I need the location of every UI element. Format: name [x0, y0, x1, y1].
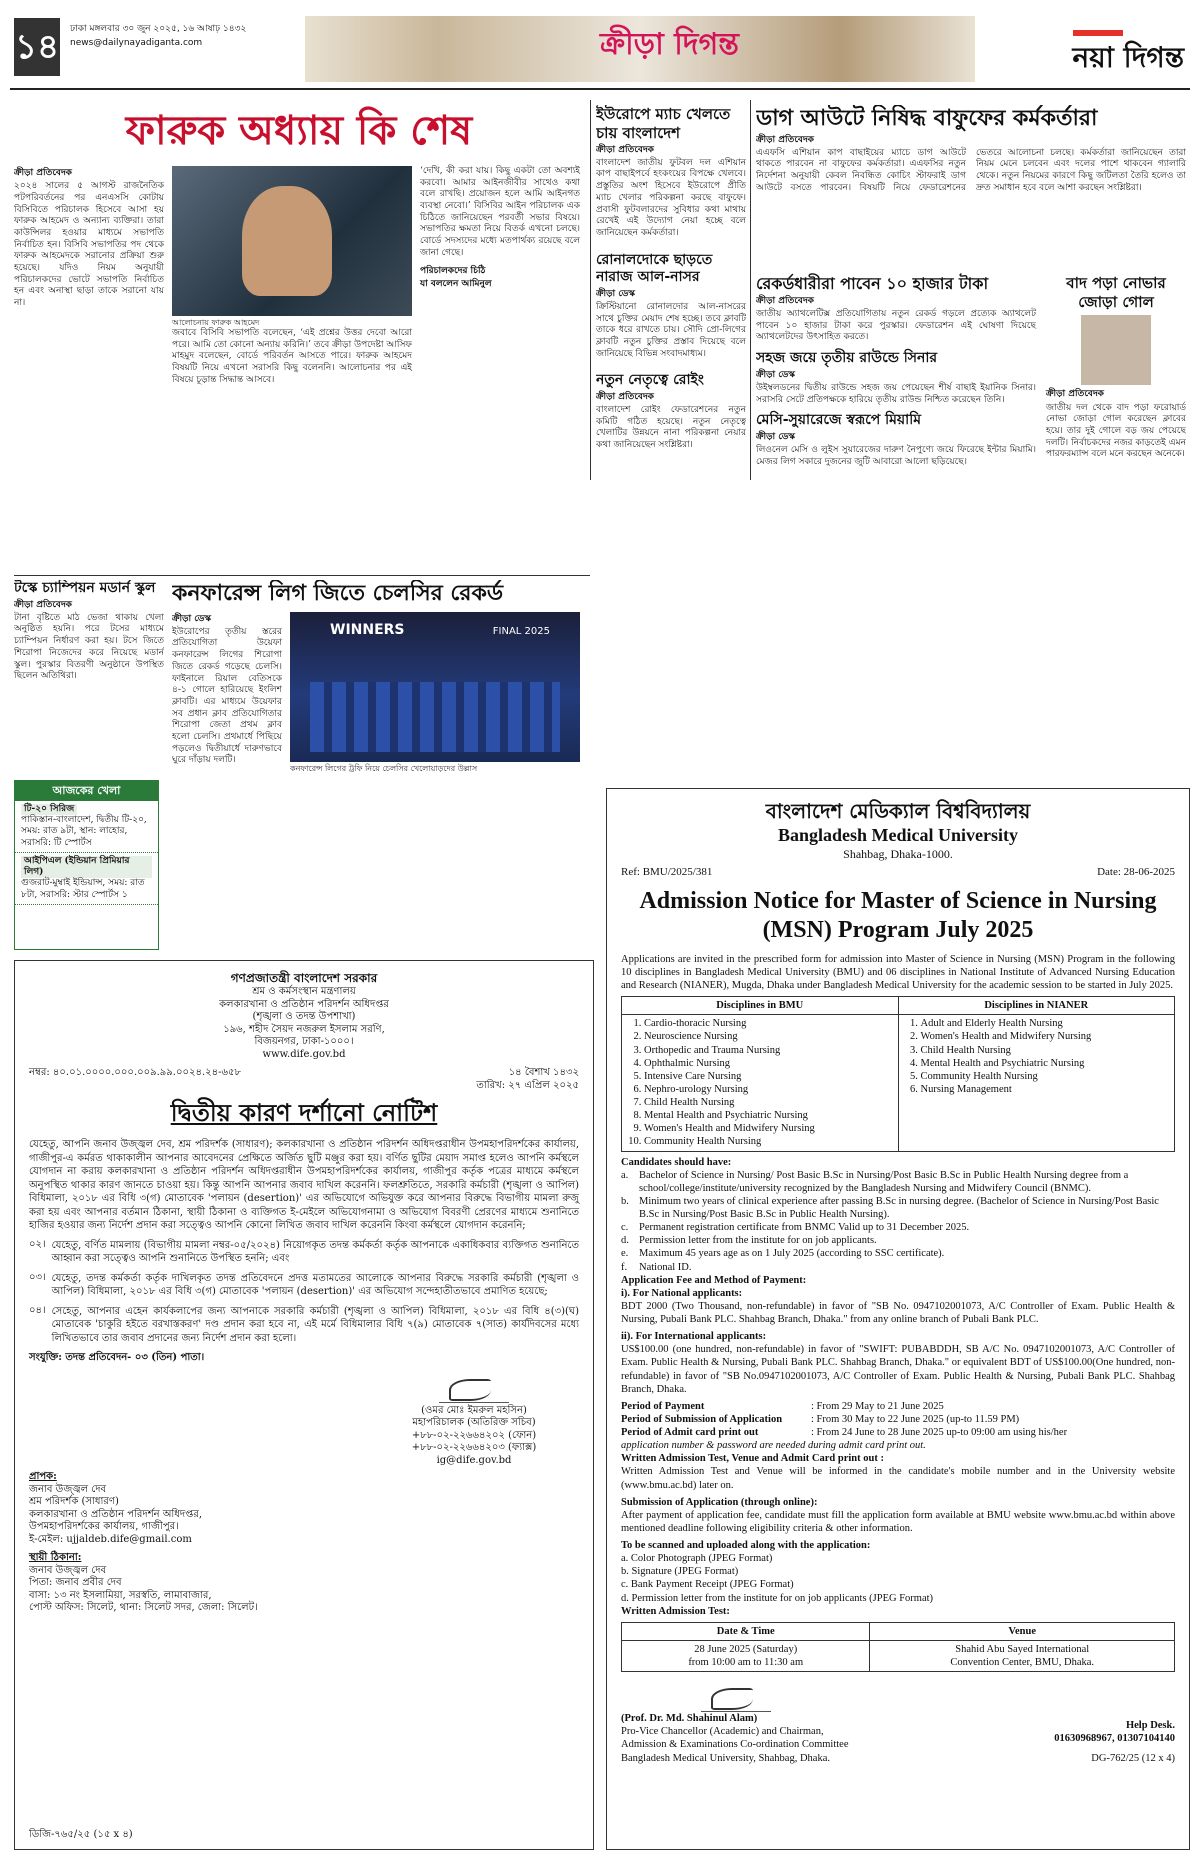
candidate-item: a. Bachelor of Science in Nursing/ Post Basic B.Sc in Nursing/Post Basic B.Sc in Public Health Nursing degree from a school/college/institute/university recognized by the Bangladesh Nursing and Midwifery Council (BNMC).	[621, 1169, 1129, 1194]
notice-item: ০৪। সেহেতু, আপনার এহেন কার্যকলাপের জন্য আপনাকে সরকারি কর্মচারী (শৃঙ্খলা ও আপিল) বিধিমালা, ২০১৮ এর বিধি ৪(৩)(ঘ) মোতাবেক 'চাকুরি হইতে বরখাস্তকরণ' দণ্ড প্রদান করা হবে না, এই মর্মে বিধিমালার বিধি ৭(৯) মোতাবেক ৭(সাত) কার্যদিবসের মধ্যে লিখিতভাবে তার জবাব প্রদানের জন্য নির্দেশ প্রদান করা হলো।	[29, 1304, 579, 1344]
notice-enclosure: সংযুক্তি: তদন্ত প্রতিবেদন- ০৩ (তিন) পাতা।	[29, 1352, 205, 1363]
signature-icon	[701, 1680, 771, 1712]
chelsea-photo-caption: কনফারেন্স লিগের ট্রফি নিয়ে চেলসির খেলোয়াড়দের উল্লাস	[290, 763, 478, 773]
notice-item: ০২। যেহেতু, বর্ণিত মামলায় (বিভাগীয় মামলা নম্বর-০৫/২০২৪) নিয়োগকৃত তদন্ত কর্মকর্তা কর্তৃক আপনাকে একাধিকবার ব্যক্তিগত শুনানিতে আহ্বান করা সত্ত্বেও আপনি শুনানিতে উপস্থিত হননি; এবং	[29, 1238, 579, 1264]
lead-story	[14, 100, 584, 490]
test-table: Date & Time Venue 28 June 2025 (Saturday) from 10:00 am to 11:30 am Shahid Abu Sayed International Convention Center, BMU, Dhaka.	[621, 1622, 1175, 1672]
lead-byline: ক্রীড়া প্রতিবেদক	[14, 168, 72, 178]
lead-col2: জবাবে বিসিবি সভাপতি বলেছেন, ‘এই প্রশ্নের উত্তর দেবো আরো পরে। আমি তো কোনো অন্যায় করিনি।’ তবে ক্রীড়া উপদেষ্টা আসিফ মাহমুদ বলেছেন, বোর্ডে পরিবর্তন আসতে পারে। ফারুক আহমেদ বিষয়টি নিয়ে এখনো সরাসরি কিছু বলেননি। আলোচনার পর এই বিষয়ে চূড়ান্ত সিদ্ধান্ত আসবে।	[172, 328, 412, 385]
bmu-name-bn: বাংলাদেশ মেডিক্যাল বিশ্ববিদ্যালয়	[765, 799, 1031, 823]
newspaper-logo: নয়া দিগন্ত	[1072, 41, 1184, 74]
school-byline: ক্রীড়া প্রতিবেদক	[14, 599, 72, 610]
reward-headline: রেকর্ডধারীরা পাবেন ১০ হাজার টাকা	[756, 273, 989, 293]
discipline-item: 8. Mental Health and Psychiatric Nursing	[644, 1109, 892, 1122]
discipline-item: 4. Mental Health and Psychiatric Nursing	[921, 1057, 1169, 1070]
candidate-item: d. Permission letter from the institute for on job applicants.	[621, 1235, 877, 1247]
chelsea-photo: WINNERS FINAL 2025	[290, 612, 580, 762]
dogout-body: এএফসি এশিয়ান কাপ বাছাইয়ের ম্যাচে ডাগ আউটে থাকতে পারবেন না বাফুফের কর্মকর্তারা। এএফসির নতুন নির্দেশনা অনুযায়ী কেবল নিবন্ধিত কোচিং স্টাফরাই ডাগ আউটে বসতে পারবেন। বিষয়টি নিয়ে ফেডারেশনের ভেতরে আলোচনা চলছে। কর্মকর্তারা জানিয়েছেন তারা নিয়ম মেনে চলবেন এবং দলের পাশে থাকবেন গ্যালারি থেকে। নতুন নিয়মের কারণে কিছু জটিলতা তৈরি হলেও তা দ্রুত সমাধান হবে বলে আশা করছেন সংশ্লিষ্টরা।	[756, 147, 1186, 193]
bmu-admission-ad: বাংলাদেশ মেডিক্যাল বিশ্ববিদ্যালয় Bangladesh Medical University Shahbag, Dhaka-1000. Ref: BMU/2025/381 Date: 28-06-2025 Admission Notice for Master of Science in Nursing (MSN) Program July 2025 Applications are invited in the prescribed form for admission into Master of Science in Nursing (MSN) Program in the following 10 disciplines in Bangladesh Medical University (BMU) and 06 disciplines in National Institute of Advanced Nursing Education and Research (NIANER), Mugda, Dhaka under Bangladesh Medical University for the academic session to be started in July 2025. Disciplines in BMU Disciplines in NIANER 1. Cardio-thoracic Nursing 2. Neuroscience Nursing 3. Orthopedic and Trauma Nursing 4. Ophthalmic Nursing 5. Intensive Care Nursing 6. Nephro-urology Nursing 7. Child Health Nursing 8. Mental Health and Psychiatric Nursing 9. Women's Health and Midwifery Nursing 10. Community Health Nursing 1. Adult and Elderly Health Nursing 2. Women's Health and Midwifery Nursing 3. Child Health Nursing 4. Mental Health and Psychiatric Nursing 5. Community Health Nursing 6. Nursing Management Candidates should have: a. Bachelor of Science in Nursing/ Post Basic B.Sc in Nursing/Post Basic B.Sc in Public Health Nursing degree from a school/college/institute/university recognized by the Bangladesh Nursing and Midwifery Council (BNMC). b. Minimum two years of clinical experience after passing B.Sc in nursing degree. (Bachelor of Science in Nursing/Post Basic B.Sc in Nursing/Post Basic B.Sc in Public Health Nursing). c. Permanent registration certificate from BNMC Valid up to 31 December 2025. d. Permission letter from the institute for on job applicants. e. Maximum 45 years age as on 1 July 2025 (according to SSC certificate). f. National ID. Application Fee and Method of Payment: i). For National applicants: BDT 2000 (Two Thousand, non-refundable) in favor of "SB No. 0947102001073, A/C Controller of Exam. Public Health & Nursing, Pubali Bank PLC. Shahbag Branch, Dhaka." from any online branch of Pubali Bank PLC. ii). For International applicants: US$100.00 (one hundred, non-refundable) in favor of "SWIFT: PUBABDDH, SB A/C No. 0947102001073, A/C Controller of Exam. Public Health & Nursing, Pubali Bank PLC. Shahbag Branch, Dhaka." or equivalent BDT of US$100.00(One hundred, non-refundable) in favor of "SB No.0947102001073, A/C Controller of Exam. Public Health & Nursing, Pubali Bank PLC. Shahbag Branch, Dhaka. Period of Payment : From 29 May to 21 June 2025 Period of Submission of Application : From 30 May to 22 June 2025 (up-to 11.59 PM) Period of Admit card print out : From 24 June to 28 June 2025 up-to 09:00 am using his/her application number & password are needed during admit card print out. Written Admission Test, Venue and Admit Card print out : Written Admission Test and Venue will be informed in the candidate's mobile number and in the University website (www.bmu.ac.bd) later on. Submission of Application (through online): After payment of application fee, candidate must fill the application form available at BMU website www.bmu.ac.bd within above mentioned deadline following eligibility criteria & other information. To be scanned and uploaded along with the application: a. Color Photograph (JPEG Format) b. Signature (JPEG Format) c. Bank Payment Receipt (JPEG Format) d. Permission letter from the institute for on job applicants (JPEG Format) Written Admission Test: Date & Time Venue 28 June 2025 (Saturday) from 10:00 am to 11:30 am Shahid Abu Sayed International Convention Center, BMU, Dhaka. (Prof. Dr. Md. Shahinul Alam) Pro-Vice Chancellor (Academic) and Chairman, Admission & Examinations Co-ordination Committee Bangladesh Medical University, Shahbag, Dhaka. Help Desk. 01630968967, 01307104140 DG-762/25 (12 x 4)	[606, 788, 1190, 1850]
messi-byline: ক্রীড়া ডেস্ক	[756, 431, 796, 442]
nova-body: জাতীয় দল থেকে বাদ পড়া ফরোয়ার্ড নোভা জোড়া গোল করেছেন ক্লাবের হয়ে। তার দুই গোলে বড় জয় পেয়েছে দলটি। নির্বাচকদের নজর কাড়তেই এমন পারফরম্যান্স বলে মনে করছেন অনেকে।	[1046, 402, 1186, 460]
lead-subhead-2: যা বললেন আমিনুল	[420, 278, 492, 289]
nova-photo	[1081, 315, 1151, 385]
notice-title: দ্বিতীয় কারণ দর্শানো নোটিশ	[170, 1099, 438, 1127]
reward-body: জাতীয় অ্যাথলেটিক্স প্রতিযোগিতায় নতুন রেকর্ড গড়লে প্রত্যেক অ্যাথলেট পাবেন ১০ হাজার টাকা করে পুরস্কার। ফেডারেশন এই ঘোষণা দিয়েছে অ্যাথলেটদের উৎসাহিত করতে।	[756, 309, 1036, 343]
help-desk: Help Desk. 01630968967, 01307104140 DG-762/25 (12 x 4)	[1054, 1720, 1175, 1764]
disciplines-nianer-list	[905, 1017, 1169, 1096]
govt-notice: গণপ্রজাতন্ত্রী বাংলাদেশ সরকার শ্রম ও কর্মসংস্থান মন্ত্রণালয় কলকারখানা ও প্রতিষ্ঠান পরিদর্শন অধিদপ্তর (শৃঙ্খলা ও তদন্ত উপশাখা) ১৯৬, শহীদ সৈয়দ নজরুল ইসলাম সরণি, বিজয়নগর, ঢাকা-১০০০। www.dife.gov.bd নম্বর: ৪০.০১.০০০০.০০০.০০৯.৯৯.০০২৪.২৪-৬৫৮ ১৪ বৈশাখ ১৪৩২ তারিখ: ২৭ এপ্রিল ২০২৫ দ্বিতীয় কারণ দর্শানো নোটিশ যেহেতু, আপনি জনাব উজ্জ্বল দেব, শ্রম পরিদর্শক (সাধারণ); কলকারখানা ও প্রতিষ্ঠান পরিদর্শন অধিদপ্তরাধীন উপমহাপরিদর্শকের কার্যালয়, গাজীপুর-এ কর্মরত থাকাকালীন আপনার আবেদনের প্রেক্ষিতে অর্জিত ছুটি মঞ্জুর করা হয়। বর্ণিত ছুটির মেয়াদ সমাপ্ত হলেও আপনি কর্মস্থলে যোগদান না করায় কলকারখানা ও প্রতিষ্ঠান পরিদর্শন অধিদপ্তরাধীন উপমহাপরিদর্শকের কার্যালয়, গাজীপুর কর্তৃক পত্রের মাধ্যমে কর্মস্থলে অনুপস্থিত থাকার কারণ জানতে চাওয়া হয়। কিন্তু আপনি আপনার জবাব দাখিল করেননি। ফলশ্রুতিতে, সরকারি কর্মচারী (শৃঙ্খলা ও আপিল) বিধিমালা, ২০১৮ এর বিধি ৩(গ) মোতাবেক 'পলায়ন (desertion)' এর অভিযোগে অভিযুক্ত করে আপনার বিরুদ্ধে বিভাগীয় মামলা রুজু করা হয় এবং আপনার বর্তমান ঠিকানা, স্থায়ী ঠিকানা ও ব্যক্তিগত ই-মেইলে অভিযোগনামা ও অভিযোগ বিবরণী প্রেরণের মাধ্যমে শুনানিতে হাজির হওয়ার জন্য নির্দেশ প্রদান করা সত্ত্বেও আপনি কোনো লিখিত জবাব দাখিল করেননি কিংবা কর্মস্থলে যোগদান করেননি; ০২। যেহেতু, বর্ণিত মামলায় (বিভাগীয় মামলা নম্বর-০৫/২০২৪) নিয়োগকৃত তদন্ত কর্মকর্তা কর্তৃক আপনাকে একাধিকবার ব্যক্তিগত শুনানিতে আহ্বান করা সত্ত্বেও আপনি শুনানিতে উপস্থিত হননি; এবং ০৩। যেহেতু, তদন্ত কর্মকর্তা কর্তৃক দাখিলকৃত তদন্ত প্রতিবেদনে প্রদত্ত মতামতের আলোকে আপনার বিরুদ্ধে সরকারি কর্মচারী (শৃঙ্খলা ও আপিল) বিধিমালা, ২০১৮ এর বিধি ৩(গ) মোতাবেক 'পলায়ন (desertion)' এর অভিযোগ সন্দেহাতীতভাবে প্রমাণিত হয়েছে; ০৪। সেহেতু, আপনার এহেন কার্যকলাপের জন্য আপনাকে সরকারি কর্মচারী (শৃঙ্খলা ও আপিল) বিধিমালা, ২০১৮ এর বিধি ৪(৩)(ঘ) মোতাবেক 'চাকুরি হইতে বরখাস্তকরণ' দণ্ড প্রদান করা হবে না, এই মর্মে বিধিমালার বিধি ৭(৯) মোতাবেক ৭(সাত) কার্যদিবসের মধ্যে লিখিতভাবে তার জবাব প্রদানের জন্য নির্দেশ প্রদান করা হলো। সংযুক্তি: তদন্ত প্রতিবেদন- ০৩ (তিন) পাতা। (ওমর মোঃ ইমরুল মহসিন) মহাপরিচালক (অতিরিক্ত সচিব) +৮৮-০২-২২৬৬৪২০২ (ফোন) +৮৮-০২-২২৬৬৪২০৩ (ফ্যাক্স) ig@dife.gov.bd প্রাপক: জনাব উজ্জ্বল দেব শ্রম পরিদর্শক (সাধারণ) কলকারখানা ও প্রতিষ্ঠান পরিদর্শন অধিদপ্তর, উপমহাপরিদর্শকের কার্যালয়, গাজীপুর। ই-মেইল: ujjaldeb.dife@gmail.com স্থায়ী ঠিকানা: জনাব উজ্জ্বল দেব পিতা: জনাব প্রবীর দেব বাসা: ১৩ নং ইসলামিয়া, সরস্বতি, লামাবাজার, পোস্ট অফিস: সিলেট, থানা: সিলেট সদর, জেলা: সিলেট। ডিজি-৭৬৫/২৫ (১৫ x ৪)	[14, 960, 594, 1850]
discipline-item: 10. Community Health Nursing	[644, 1135, 892, 1148]
candidate-item: f. National ID.	[621, 1261, 692, 1273]
school-body: টানা বৃষ্টিতে মাঠ ভেজা থাকায় খেলা অনুষ্ঠিত হয়নি। পরে টসের মাধ্যমে চ্যাম্পিয়ন নির্ধারণ করা হয়। টসে জিতে শিরোপা নিজেদের করে নিয়েছে মডার্ন স্কুল। পুরস্কার বিতরণী অনুষ্ঠানে উপস্থিত ছিলেন অতিথিরা।	[14, 612, 164, 682]
discipline-item: 2. Neuroscience Nursing	[644, 1030, 892, 1043]
notice-item: ০৩। যেহেতু, তদন্ত কর্মকর্তা কর্তৃক দাখিলকৃত তদন্ত প্রতিবেদনে প্রদত্ত মতামতের আলোকে আপনার বিরুদ্ধে সরকারি কর্মচারী (শৃঙ্খলা ও আপিল) বিধিমালা, ২০১৮ এর বিধি ৩(গ) মোতাবেক 'পলায়ন (desertion)' এর অভিযোগ সন্দেহাতীতভাবে প্রমাণিত হয়েছে;	[29, 1271, 579, 1297]
europe-body: বাংলাদেশ জাতীয় ফুটবল দল এশিয়ান কাপ বাছাইপর্বে হংকংয়ের বিপক্ষে খেলবে। প্রস্তুতির অংশ হিসেবে ইউরোপে প্রীতি ম্যাচ খেলার পরিকল্পনা করছে বাফুফে। প্রবাসী ফুটবলারদের সুবিধার কথা মাথায় রেখেই এই উদ্যোগ নেয়া হচ্ছে বলে জানিয়েছেন কর্মকর্তারা।	[596, 157, 746, 238]
discipline-item: 2. Women's Health and Midwifery Nursing	[921, 1030, 1169, 1043]
ronaldo-headline: রোনালদোকে ছাড়তে নারাজ আল-নাসর	[596, 251, 713, 286]
sinner-body: উইম্বলডনের দ্বিতীয় রাউন্ডে সহজ জয় পেয়েছেন শীর্ষ বাছাই ইয়ানিক সিনার। সরাসরি সেটে প্রতিপক্ষকে হারিয়ে তৃতীয় রাউন্ড নিশ্চিত করেছেন তিনি।	[756, 382, 1036, 405]
lead-subhead-1: পরিচালকদের চিঠি	[420, 265, 486, 276]
chelsea-headline: কনফারেন্স লিগ জিতে চেলসির রেকর্ড	[172, 581, 504, 606]
lead-col1: ২০২৪ সালের ৫ আগস্ট রাজনৈতিক পটপরিবর্তনের পর এনএসসি কোটায় বিসিবিতে পরিচালক হিসেবে আসা হয় ফারুক আহমেদ ও অন্যান্য ব্যক্তিরা। তারা কাউন্সিলর হওয়ার মাধ্যমে সভাপতি নির্বাচিত হন। বিসিবি সভাপতির পদ থেকে ফারুক আহমেদকে সরানোর প্রক্রিয়া শুরু হয়েছে। যদিও নিয়ম অনুযায়ী পরিচালকদের ভোটে সভাপতি নির্বাচিত হন এবং অনাস্থা ছাড়া তাকে সরানো যায় না।	[14, 181, 164, 309]
reward-byline: ক্রীড়া প্রতিবেদক	[756, 295, 814, 306]
europe-headline: ইউরোপে ম্যাচ খেলতে চায় বাংলাদেশ	[596, 105, 731, 142]
signature-icon	[439, 1371, 509, 1403]
messi-headline: মেসি-সুয়ারেজে স্বরূপে মিয়ামি	[756, 412, 922, 429]
column-divider	[590, 100, 591, 480]
candidate-item: e. Maximum 45 years age as on 1 July 2025 (according to SSC certificate).	[621, 1248, 945, 1260]
dogout-headline: ডাগ আউটে নিষিদ্ধ বাফুফের কর্মকর্তারা	[756, 106, 1098, 131]
candidate-list	[621, 1169, 1175, 1274]
lead-headline: ফারুক অধ্যায় কি শেষ	[125, 108, 473, 154]
dogout-story	[756, 105, 1186, 485]
disciplines-bmu-list	[628, 1017, 892, 1148]
bmu-title: Admission Notice for Master of Science in Nursing (MSN) Program July 2025	[639, 888, 1157, 944]
disciplines-table: Disciplines in BMU Disciplines in NIANER 1. Cardio-thoracic Nursing 2. Neuroscience Nursing 3. Orthopedic and Trauma Nursing 4. Ophthalmic Nursing 5. Intensive Care Nursing 6. Nephro-urology Nursing 7. Child Health Nursing 8. Mental Health and Psychiatric Nursing 9. Women's Health and Midwifery Nursing 10. Community Health Nursing 1. Adult and Elderly Health Nursing 2. Women's Health and Midwifery Nursing 3. Child Health Nursing 4. Mental Health and Psychiatric Nursing 5. Community Health Nursing 6. Nursing Management	[621, 996, 1175, 1151]
roig-headline: নতুন নেতৃত্বে রোইং	[596, 372, 704, 389]
date-line: ঢাকা মঙ্গলবার ৩০ জুন ২০২৫, ১৬ আষাঢ় ১৪৩২	[70, 24, 247, 34]
discipline-item: 5. Community Health Nursing	[921, 1070, 1169, 1083]
nova-byline: ক্রীড়া প্রতিবেদক	[1046, 389, 1104, 400]
chelsea-story	[172, 580, 584, 950]
schedule-title: আজকের খেলা	[15, 781, 158, 801]
sinner-headline: সহজ জয়ে তৃতীয় রাউন্ডে সিনার	[756, 350, 938, 367]
discipline-item: 6. Nursing Management	[921, 1083, 1169, 1096]
schedule-item: টি-২০ সিরিজ পাকিস্তান-বাংলাদেশ, দ্বিতীয় টি-২০, সময়: রাত ৯টা, স্থান: লাহোর, সরাসরি: টি স্পোর্টস	[15, 801, 158, 853]
lead-photo	[172, 166, 412, 316]
roig-byline: ক্রীড়া প্রতিবেদক	[596, 391, 654, 402]
discipline-item: 3. Child Health Nursing	[921, 1044, 1169, 1057]
section-divider	[14, 575, 590, 576]
memo-number: নম্বর: ৪০.০১.০০০০.০০০.০০৯.৯৯.০০২৪.২৪-৬৫৮	[29, 1067, 241, 1078]
lead-photo-caption: আলোচনায় ফারুক আহমেদ	[172, 318, 260, 327]
ronaldo-body: ক্রিস্টিয়ানো রোনালদোর আল-নাসরের সাথে চুক্তির মেয়াদ শেষ হচ্ছে। তবে ক্লাবটি তাকে ধরে রাখতে চায়। সৌদি প্রো-লিগের ক্লাবটি নতুন চুক্তির প্রস্তাব দিয়েছে বলে জানিয়েছে বিভিন্ন সংবাদমাধ্যম।	[596, 301, 746, 359]
candidate-item: c. Permanent registration certificate from BNMC Valid up to 31 December 2025.	[621, 1222, 970, 1234]
page-number: ১৪	[14, 18, 60, 76]
person-figure	[242, 186, 332, 296]
europe-story	[596, 105, 746, 475]
notice-footer-code: ডিজি-৭৬৫/২৫ (১৫ x ৪)	[29, 1828, 133, 1840]
ronaldo-byline: ক্রীড়া ডেস্ক	[596, 288, 636, 299]
recipient-block: প্রাপক: জনাব উজ্জ্বল দেব শ্রম পরিদর্শক (সাধারণ) কলকারখানা ও প্রতিষ্ঠান পরিদর্শন অধিদপ্তর, উপমহাপরিদর্শকের কার্যালয়, গাজীপুর। ই-মেইল: ujjaldeb.dife@gmail.com স্থায়ী ঠিকানা: জনাব উজ্জ্বল দেব পিতা: জনাব প্রবীর দেব বাসা: ১৩ নং ইসলামিয়া, সরস্বতি, লামাবাজার, পোস্ট অফিস: সিলেট, থানা: সিলেট সদর, জেলা: সিলেট।	[29, 1471, 258, 1613]
roig-body: বাংলাদেশ রোইং ফেডারেশনের নতুন কমিটি গঠিত হয়েছে। নতুন নেতৃত্বে খেলাটির উন্নয়নে নানা পরিকল্পনা নেয়ার কথা জানিয়েছেন সংশ্লিষ্টরা।	[596, 405, 746, 451]
schedule-item: আইপিএল (ইন্ডিয়ান প্রিমিয়ার লিগ) গুজরাট-মুম্বাই ইন্ডিয়ান্স, সময়: রাত ৮টা, সরাসরি: স্টার স্পোর্টস ১	[15, 853, 158, 905]
school-headline: টস্কে চ্যাম্পিয়ন মডার্ন স্কুল	[14, 580, 156, 596]
bmu-signature-block: (Prof. Dr. Md. Shahinul Alam) Pro-Vice Chancellor (Academic) and Chairman, Admission & Examinations Co-ordination Committee Bangladesh Medical University, Shahbag, Dhaka.	[621, 1680, 848, 1765]
discipline-item: 9. Women's Health and Midwifery Nursing	[644, 1122, 892, 1135]
discipline-item: 1. Cardio-thoracic Nursing	[644, 1017, 892, 1030]
sinner-byline: ক্রীড়া ডেস্ক	[756, 369, 796, 380]
discipline-item: 4. Ophthalmic Nursing	[644, 1057, 892, 1070]
discipline-item: 5. Intensive Care Nursing	[644, 1070, 892, 1083]
email-line: news@dailynayadiganta.com	[70, 38, 203, 48]
europe-byline: ক্রীড়া প্রতিবেদক	[596, 144, 654, 155]
today-schedule	[14, 780, 159, 950]
nova-headline: বাদ পড়া নোভার জোড়া গোল	[1066, 273, 1166, 311]
discipline-item: 6. Nephro-urology Nursing	[644, 1083, 892, 1096]
notice-para-1: যেহেতু, আপনি জনাব উজ্জ্বল দেব, শ্রম পরিদর্শক (সাধারণ); কলকারখানা ও প্রতিষ্ঠান পরিদর্শন অধিদপ্তরাধীন উপমহাপরিদর্শকের কার্যালয়, গাজীপুর-এ কর্মরত থাকাকালীন আপনার আবেদনের প্রেক্ষিতে অর্জিত ছুটি মঞ্জুর করা হয়। বর্ণিত ছুটির মেয়াদ সমাপ্ত হলেও আপনি কর্মস্থলে যোগদান না করায় কলকারখানা ও প্রতিষ্ঠান পরিদর্শন অধিদপ্তরাধীন উপমহাপরিদর্শকের কার্যালয়, গাজীপুর কর্তৃক পত্রের মাধ্যমে কর্মস্থলে অনুপস্থিত থাকার কারণ জানতে চাওয়া হয়। কিন্তু আপনি আপনার জবাব দাখিল করেননি। ফলশ্রুতিতে, সরকারি কর্মচারী (শৃঙ্খলা ও আপিল) বিধিমালা, ২০১৮ এর বিধি ৩(গ) মোতাবেক 'পলায়ন (desertion)' এর অভিযোগে অভিযুক্ত করে আপনার বিরুদ্ধে বিভাগীয় মামলা রুজু করা হয় এবং আপনার বর্তমান ঠিকানা, স্থায়ী ঠিকানা ও ব্যক্তিগত ই-মেইলে অভিযোগনামা ও অভিযোগ বিবরণী প্রেরণের মাধ্যমে শুনানিতে হাজির হওয়ার জন্য নির্দেশ প্রদান করা সত্ত্বেও আপনি কোনো লিখিত জবাব দাখিল করেননি কিংবা কর্মস্থলে যোগদান করেননি;	[29, 1139, 579, 1231]
chelsea-body: ইউরোপের তৃতীয় স্তরের প্রতিযোগিতা উয়েফা কনফারেন্স লিগের শিরোপা জিতে রেকর্ড গড়েছে চেলসি। ফাইনালে রিয়াল বেতিসকে ৪-১ গোলে হারিয়েছে ইংলিশ ক্লাবটি। এর মাধ্যমে উয়েফার সব প্রধান ক্লাব প্রতিযোগিতার শিরোপা জেতা প্রথম ক্লাব হলো চেলসি। প্রথমার্ধে পিছিয়ে পড়লেও দ্বিতীয়ার্ধে দারুণভাবে ঘুরে দাঁড়ায় দলটি।	[172, 626, 282, 766]
section-title: ক্রীড়া দিগন্ত	[600, 27, 739, 62]
column-divider	[750, 100, 751, 480]
lead-col3: ‘দেখি, কী করা যায়। কিছু একটা তো অবশ্যই করবো। আমার আইনজীবীর সাথেও কথা বলে রাখছি। প্রয়োজন হলে আমি আইনগত ব্যবস্থা নেবো।’ বিসিবির আইন পরিচালক এক চিঠিতে জানিয়েছেন পরবর্তী সভার বিষয়ে। সভাপতির ক্ষমতা নিয়ে বিতর্ক এখনো চলছে। বোর্ডে সদস্যদের মধ্যে মতপার্থক্য রয়েছে বলে জানা গেছে।	[420, 166, 580, 258]
discipline-item: 1. Adult and Elderly Health Nursing	[921, 1017, 1169, 1030]
notice-signature-block: (ওমর মোঃ ইমরুল মহসিন) মহাপরিচালক (অতিরিক্ত সচিব) +৮৮-০২-২২৬৬৪২০২ (ফোন) +৮৮-০২-২২৬৬৪২০৩ (ফ্যাক্স) ig@dife.gov.bd	[369, 1371, 579, 1468]
dogout-byline: ক্রীড়া প্রতিবেদক	[756, 134, 814, 145]
chelsea-byline: ক্রীড়া ডেস্ক	[172, 613, 212, 624]
discipline-item: 7. Child Health Nursing	[644, 1096, 892, 1109]
bmu-name-en: Bangladesh Medical University	[777, 825, 1018, 845]
players-figure	[310, 682, 560, 752]
candidate-item: b. Minimum two years of clinical experience after passing B.Sc in nursing degree. (Bachelor of Science in Nursing/Post Basic B.Sc in Nursing/Post Basic B.Sc in Public Health Nursing).	[621, 1195, 1159, 1221]
school-story	[14, 580, 164, 770]
masthead	[10, 10, 1190, 90]
messi-body: লিওনেল মেসি ও লুইস সুয়ারেজের দারুণ নৈপুণ্যে জয়ে ফিরেছে ইন্টার মিয়ামি। মেজর লিগ সকারে দুজনের জুটি আবারো আলো ছড়িয়েছে।	[756, 444, 1036, 467]
discipline-item: 3. Orthopedic and Trauma Nursing	[644, 1044, 892, 1057]
